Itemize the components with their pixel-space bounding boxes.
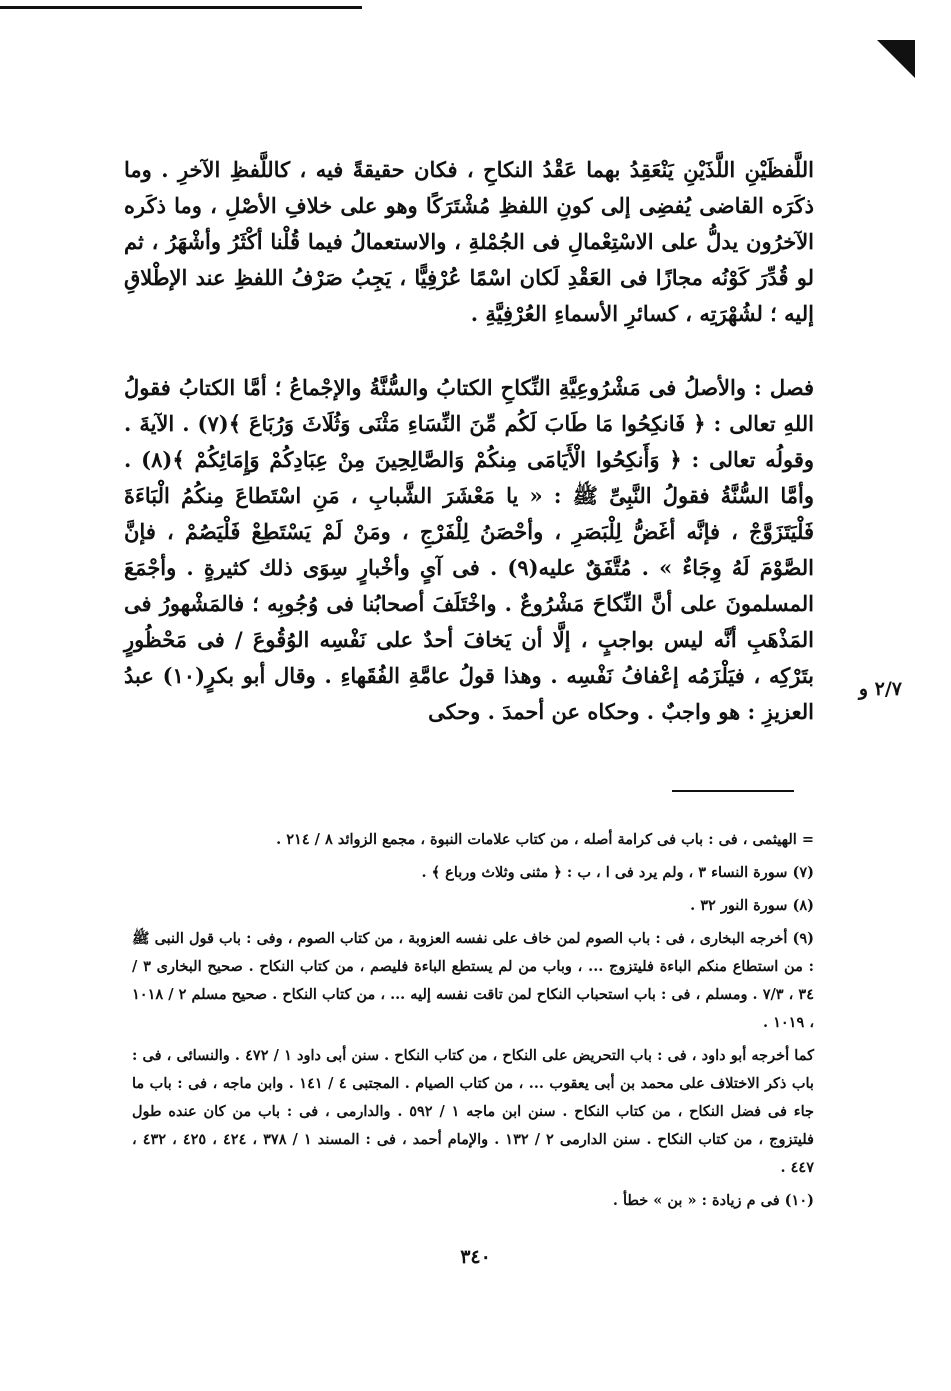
corner-triangle-mark <box>877 40 915 78</box>
main-paragraph-2-body: : والأصلُ فى مَشْرُوعِيَّةِ النِّكاحِ الكتابُ والسُّنَّةُ والإجْماعُ ؛ أمَّا الكتابُ فقولُ اللهِ تعالى : ﴿ فَانكِحُوا مَا طَابَ لَكُم مِّنَ النِّسَاءِ مَثْنَى وَثُلَاثَ وَرُبَاعَ ﴾(٧) . الآيةَ . وقولُه تعالى : ﴿ وَأَنكِحُوا الْأَيَامَى مِنكُمْ وَالصَّالِحِينَ مِنْ عِبَادِكُمْ وَإِمَائِكُمْ ﴾(٨) . وأمَّا السُّنَّةُ فقولُ النَّبِىِّ ﷺ : « يا مَعْشَرَ الشَّبابِ ، مَنِ اسْتَطاعَ مِنكُمُ الْبَاءَةَ فَلْيَتَزَوَّجْ ، فإنَّه أغَضُّ لِلْبَصَرِ ، وأحْصَنُ لِلْفَرْجِ ، ومَنْ لَمْ يَسْتَطِعْ فَلْيَصُمْ ، فإنَّ الصَّوْمَ لَهُ وِجَاءٌ » . مُتَّفَقٌ عليه(٩) . فى آىٍ وأخْبارٍ سِوَى ذلك كثيرةٍ . وأجْمَعَ المسلمونَ على أنَّ النِّكاحَ مَشْرُوعٌ . واخْتَلَفَ أصحابُنا فى وُجُوبِه ؛ فالمَشْهورُ فى المَذْهَبِ أنَّه ليس بواجبٍ ، إلَّا أن يَخافَ أحدٌ على نَفْسِه الوُقُوعَ / فى مَحْظُورٍ بتَرْكِه ، فيَلْزَمُه إعْفافُ نَفْسِه . وهذا قولُ عامَّةِ الفُقَهاءِ . وقال أبو بكرٍ(١٠) عبدُ العزيزِ : هو واجبٌ . وحكاه عن أحمدَ . وحكى <box>124 375 815 724</box>
footnote-separator <box>672 790 794 792</box>
main-paragraph-2 <box>124 370 814 730</box>
footnote-10: (١٠) فى م زيادة : « بن » خطأ . <box>612 1192 814 1209</box>
footnotes <box>132 826 814 1220</box>
page-number: ٣٤٠ <box>460 1246 491 1268</box>
footnote-9-continued: كما أخرجه أبو داود ، فى : باب التحريض على النكاح ، من كتاب النكاح . سنن أبى داود ١ / ٤٧٢ . والنسائى ، فى : باب ذكر الاختلاف على محمد بن أبى يعقوب ... ، من كتاب الصيام . المجتبى ٤ / ١٤١ . وابن ماجه ، فى : باب ما جاء فى فضل النكاح ، من كتاب النكاح . سنن ابن ماجه ١ / ٥٩٢ . والدارمى ، فى : باب من كان عنده طول فليتزوج ، من كتاب النكاح . سنن الدارمى ٢ / ١٣٢ . والإمام أحمد ، فى : المسند ١ / ٣٧٨ ، ٤٢٤ ، ٤٢٥ ، ٤٣٢ ، ٤٤٧ . <box>132 1047 814 1176</box>
top-rule <box>0 6 362 9</box>
footnote-continuation: = الهيثمى ، فى : باب فى كرامة أصله ، من كتاب علامات النبوة ، مجمع الزوائد ٨ / ٢١٤ . <box>276 831 814 848</box>
footnote-9: (٩) أخرجه البخارى ، فى : باب الصوم لمن خاف على نفسه العزوبة ، من كتاب الصوم ، وفى : باب قول النبى ﷺ : من استطاع منكم الباءة فليتزوج ... ، وباب من لم يستطع الباءة فليصم ، من كتاب النكاح . صحيح البخارى ٣ / ٣٤ ، ٧/٣ . ومسلم ، فى : باب استحباب النكاح لمن تاقت نفسه إليه ... ، من كتاب النكاح . صحيح مسلم ٢ / ١٠١٨ ، ١٠١٩ . <box>132 930 814 1031</box>
footnote-7: (٧) سورة النساء ٣ ، ولم يرد فى ا ، ب : ﴿ مثنى وثلاث ورباع ﴾ . <box>421 864 814 881</box>
footnote-8: (٨) سورة النور ٣٢ . <box>690 897 814 914</box>
main-paragraph-1: اللَّفظَيْنِ اللَّذَيْنِ يَنْعَقِدُ بهما عَقْدُ النكاحِ ، فكان حقيقةً فيه ، كاللَّفظِ الآخرِ . وما ذكَرَه القاضى يُفضِى إلى كونِ اللفظِ مُشْتَرَكًا وهو على خلافِ الأصْلِ ، وما ذكَره الآخرُون يدلُّ على الاسْتِعْمالِ فى الجُمْلةِ ، والاستعمالُ فيما قُلْنا أكْثَرُ وأشْهَرُ ، ثم لو قُدِّرَ كَوْنُه مجازًا فى العَقْدِ لَكان اسْمًا عُرْفِيًّا ، يَجِبُ صَرْفُ اللفظِ عند الإطْلاقِ إليه ؛ لشُهْرَتِه ، كسائرِ الأسماءِ العُرْفِيَّةِ . <box>124 157 814 326</box>
margin-folio-note: ٢/٧ و <box>858 678 902 700</box>
section-label-fasl: فصل <box>769 375 814 400</box>
